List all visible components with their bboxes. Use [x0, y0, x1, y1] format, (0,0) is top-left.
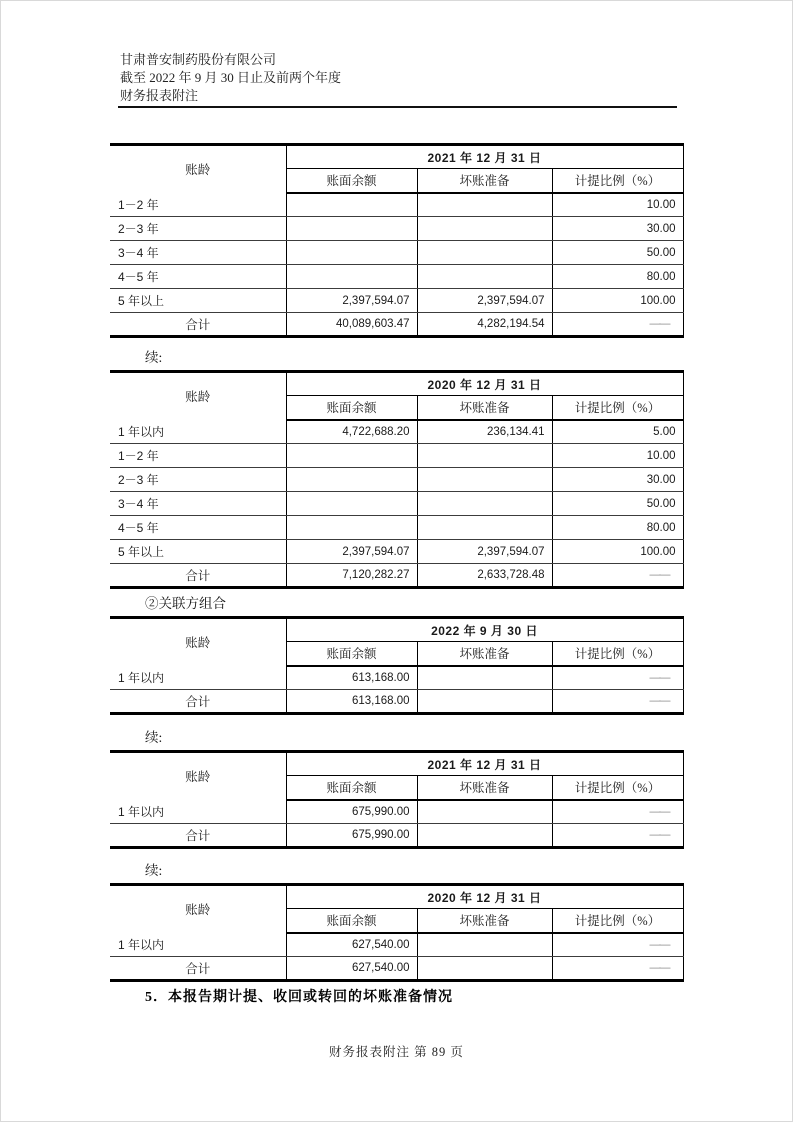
provision-column-header: 坏账准备: [417, 909, 552, 933]
ratio-cell: 10.00: [552, 444, 683, 468]
table-row: [110, 540, 683, 564]
balance-cell: 4,722,688.20: [286, 420, 417, 444]
provision-cell: 4,282,194.54: [417, 313, 552, 337]
table-body: [110, 933, 683, 981]
date-header: 2020 年 12 月 31 日: [286, 885, 683, 909]
table-row: [110, 289, 683, 313]
aging-table-3: [110, 616, 684, 715]
balance-cell: 613,168.00: [286, 690, 417, 714]
table-head: [110, 618, 683, 666]
continued-label: 续:: [145, 730, 163, 745]
ratio-cell: 30.00: [552, 217, 683, 241]
balance-cell: 627,540.00: [286, 933, 417, 957]
total-row: [110, 824, 683, 848]
age-cell: 合计: [110, 824, 286, 848]
provision-cell: 2,397,594.07: [417, 289, 552, 313]
company-name: 甘肃普安制药股份有限公司: [120, 52, 277, 67]
table-row: [110, 516, 683, 540]
balance-column-header: 账面余额: [286, 396, 417, 420]
provision-cell: [417, 800, 552, 824]
aging-table-2: [110, 370, 684, 589]
table-row: [110, 933, 683, 957]
balance-cell: [286, 217, 417, 241]
balance-cell: [286, 468, 417, 492]
ratio-column-header: 计提比例（%）: [552, 169, 683, 193]
table-body: [110, 666, 683, 714]
table-head: [110, 752, 683, 800]
age-cell: 5 年以上: [110, 540, 286, 564]
page-footer: 财务报表附注 第 89 页: [329, 1045, 464, 1059]
date-header: 2020 年 12 月 31 日: [286, 372, 683, 396]
section-5-heading: 5．本报告期计提、收回或转回的坏账准备情况: [145, 990, 453, 1005]
ratio-cell: 80.00: [552, 516, 683, 540]
provision-column-header: 坏账准备: [417, 396, 552, 420]
age-cell: 3－4 年: [110, 241, 286, 265]
table-row: [110, 444, 683, 468]
header-row-date: [110, 618, 683, 642]
ratio-cell: ——: [552, 690, 683, 714]
date-header: 2022 年 9 月 30 日: [286, 618, 683, 642]
age-column-header: 账龄: [110, 752, 286, 800]
provision-cell: [417, 933, 552, 957]
provision-cell: 2,633,728.48: [417, 564, 552, 588]
header-row-date: [110, 372, 683, 396]
table-row: [110, 420, 683, 444]
age-cell: 1 年以内: [110, 800, 286, 824]
provision-cell: [417, 468, 552, 492]
age-column-header: 账龄: [110, 145, 286, 193]
aging-table-4: [110, 750, 684, 849]
table-body: [110, 800, 683, 848]
ratio-column-header: 计提比例（%）: [552, 642, 683, 666]
ratio-cell: 50.00: [552, 492, 683, 516]
provision-cell: 2,397,594.07: [417, 540, 552, 564]
continued-label: 续:: [145, 863, 163, 878]
header-divider: [118, 106, 677, 108]
balance-column-header: 账面余额: [286, 776, 417, 800]
balance-cell: [286, 193, 417, 217]
age-cell: 合计: [110, 313, 286, 337]
subsection-heading-related-party: ②关联方组合: [145, 596, 226, 611]
provision-column-header: 坏账准备: [417, 169, 552, 193]
aging-table-1: [110, 143, 684, 338]
ratio-cell: 80.00: [552, 265, 683, 289]
balance-cell: [286, 516, 417, 540]
age-cell: 合计: [110, 957, 286, 981]
provision-column-header: 坏账准备: [417, 776, 552, 800]
total-row: [110, 690, 683, 714]
balance-cell: [286, 265, 417, 289]
ratio-cell: 5.00: [552, 420, 683, 444]
table-head: [110, 885, 683, 933]
balance-column-header: 账面余额: [286, 909, 417, 933]
age-column-header: 账龄: [110, 618, 286, 666]
table-row: [110, 492, 683, 516]
provision-column-header: 坏账准备: [417, 642, 552, 666]
age-cell: 合计: [110, 564, 286, 588]
ratio-column-header: 计提比例（%）: [552, 396, 683, 420]
balance-cell: 2,397,594.07: [286, 289, 417, 313]
provision-cell: [417, 444, 552, 468]
balance-cell: 675,990.00: [286, 824, 417, 848]
date-header: 2021 年 12 月 31 日: [286, 145, 683, 169]
ratio-cell: 50.00: [552, 241, 683, 265]
age-cell: 4－5 年: [110, 265, 286, 289]
table-row: [110, 217, 683, 241]
provision-cell: [417, 241, 552, 265]
report-period: 截至 2022 年 9 月 30 日止及前两个年度: [120, 70, 342, 85]
provision-cell: [417, 690, 552, 714]
balance-column-header: 账面余额: [286, 169, 417, 193]
balance-cell: [286, 444, 417, 468]
provision-cell: [417, 666, 552, 690]
balance-cell: 675,990.00: [286, 800, 417, 824]
balance-cell: 2,397,594.07: [286, 540, 417, 564]
table-row: [110, 666, 683, 690]
age-cell: 1 年以内: [110, 420, 286, 444]
provision-cell: [417, 217, 552, 241]
provision-cell: [417, 824, 552, 848]
balance-cell: 627,540.00: [286, 957, 417, 981]
ratio-cell: ——: [552, 564, 683, 588]
balance-cell: 40,089,603.47: [286, 313, 417, 337]
age-cell: 3－4 年: [110, 492, 286, 516]
document-header: [120, 51, 341, 105]
header-row-date: [110, 885, 683, 909]
table-row: [110, 241, 683, 265]
age-cell: 合计: [110, 690, 286, 714]
age-cell: 2－3 年: [110, 468, 286, 492]
ratio-cell: ——: [552, 666, 683, 690]
table-row: [110, 800, 683, 824]
age-column-header: 账龄: [110, 372, 286, 420]
continued-label: 续:: [145, 350, 163, 365]
provision-cell: 236,134.41: [417, 420, 552, 444]
total-row: [110, 564, 683, 588]
table-head: [110, 372, 683, 420]
provision-cell: [417, 492, 552, 516]
balance-cell: 613,168.00: [286, 666, 417, 690]
age-column-header: 账龄: [110, 885, 286, 933]
age-cell: 1 年以内: [110, 933, 286, 957]
ratio-cell: ——: [552, 824, 683, 848]
balance-cell: [286, 241, 417, 265]
balance-cell: [286, 492, 417, 516]
table-body: [110, 420, 683, 588]
table-row: [110, 265, 683, 289]
document-type: 财务报表附注: [120, 88, 199, 103]
provision-cell: [417, 957, 552, 981]
age-cell: 2－3 年: [110, 217, 286, 241]
balance-cell: 7,120,282.27: [286, 564, 417, 588]
ratio-cell: ——: [552, 933, 683, 957]
table-body: [110, 193, 683, 337]
ratio-cell: 100.00: [552, 289, 683, 313]
ratio-cell: ——: [552, 800, 683, 824]
table-head: [110, 145, 683, 193]
age-cell: 1 年以内: [110, 666, 286, 690]
ratio-cell: ——: [552, 957, 683, 981]
ratio-column-header: 计提比例（%）: [552, 776, 683, 800]
ratio-cell: 30.00: [552, 468, 683, 492]
balance-column-header: 账面余额: [286, 642, 417, 666]
provision-cell: [417, 265, 552, 289]
ratio-cell: 10.00: [552, 193, 683, 217]
total-row: [110, 957, 683, 981]
age-cell: 1－2 年: [110, 193, 286, 217]
age-cell: 5 年以上: [110, 289, 286, 313]
header-row-date: [110, 145, 683, 169]
ratio-cell: 100.00: [552, 540, 683, 564]
provision-cell: [417, 193, 552, 217]
provision-cell: [417, 516, 552, 540]
header-row-date: [110, 752, 683, 776]
total-row: [110, 313, 683, 337]
date-header: 2021 年 12 月 31 日: [286, 752, 683, 776]
aging-table-5: [110, 883, 684, 982]
age-cell: 1－2 年: [110, 444, 286, 468]
table-row: [110, 193, 683, 217]
ratio-cell: ——: [552, 313, 683, 337]
table-row: [110, 468, 683, 492]
age-cell: 4－5 年: [110, 516, 286, 540]
ratio-column-header: 计提比例（%）: [552, 909, 683, 933]
